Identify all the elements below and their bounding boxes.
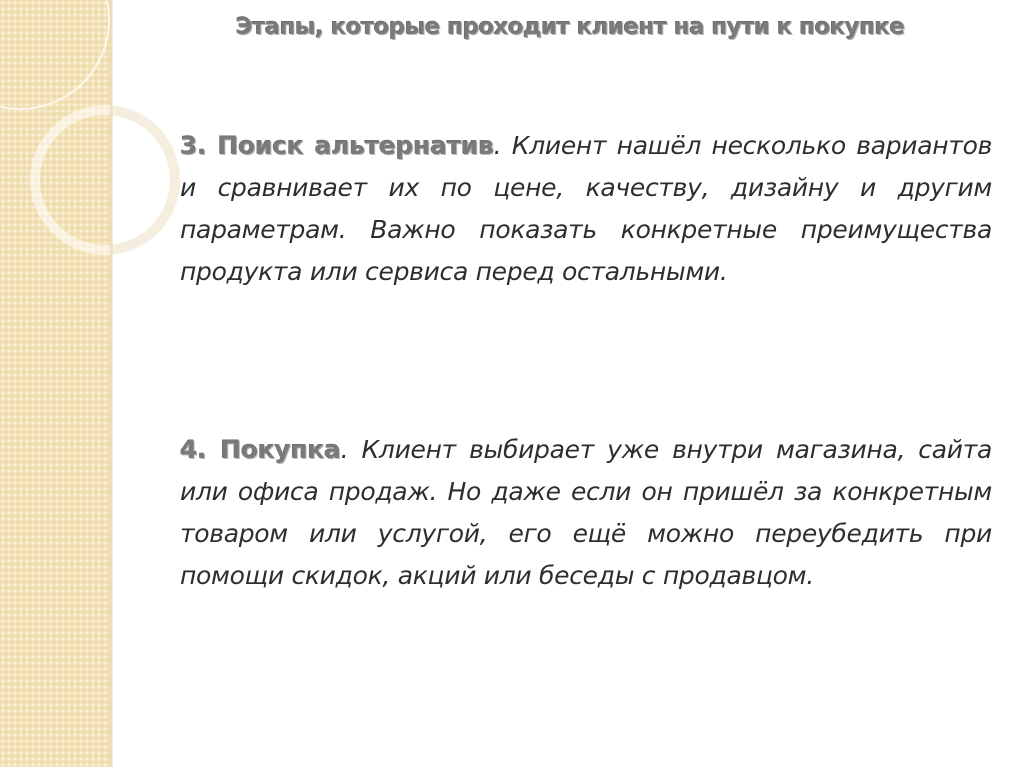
section-text-purchase: Клиент выбирает уже внутри магазина, сайта или офиса продаж. Но даже если он пришёл за конкретным товаром или услугой, его ещё можно переубедить при помощи скидок, акций или беседы с продавцом. (180, 435, 992, 590)
section-text-alternatives: Клиент нашёл несколько вариантов и сравнивает их по цене, качеству, дизайну и другим параметрам. Важно показать конкретные преимущества продукта или сервиса перед остальными. (180, 131, 992, 286)
decorative-ring-top (0, 0, 110, 110)
decorative-ring-middle (30, 105, 110, 255)
decorative-sidebar (0, 0, 110, 767)
section-purchase: 4. Покупка. Клиент выбирает уже внутри магазина, сайта или офиса продаж. Но даже если он пришёл за конкретным товаром или услугой, его ещё можно переубедить при помощи скидок, акций или беседы с продавцом. (180, 435, 992, 590)
section-alternatives: 3. Поиск альтернатив. Клиент нашёл несколько вариантов и сравнивает их по цене, качеству, дизайну и другим параметрам. Важно показать конкретные преимущества продукта или сервиса перед остальными. (180, 131, 992, 286)
slide-title: Этапы, которые проходит клиент на пути к покупке (235, 14, 905, 40)
decorative-ring-overflow (110, 105, 185, 255)
section-heading-alternatives: 3. Поиск альтернатив (180, 131, 494, 160)
section-heading-purchase: 4. Покупка (180, 435, 341, 464)
